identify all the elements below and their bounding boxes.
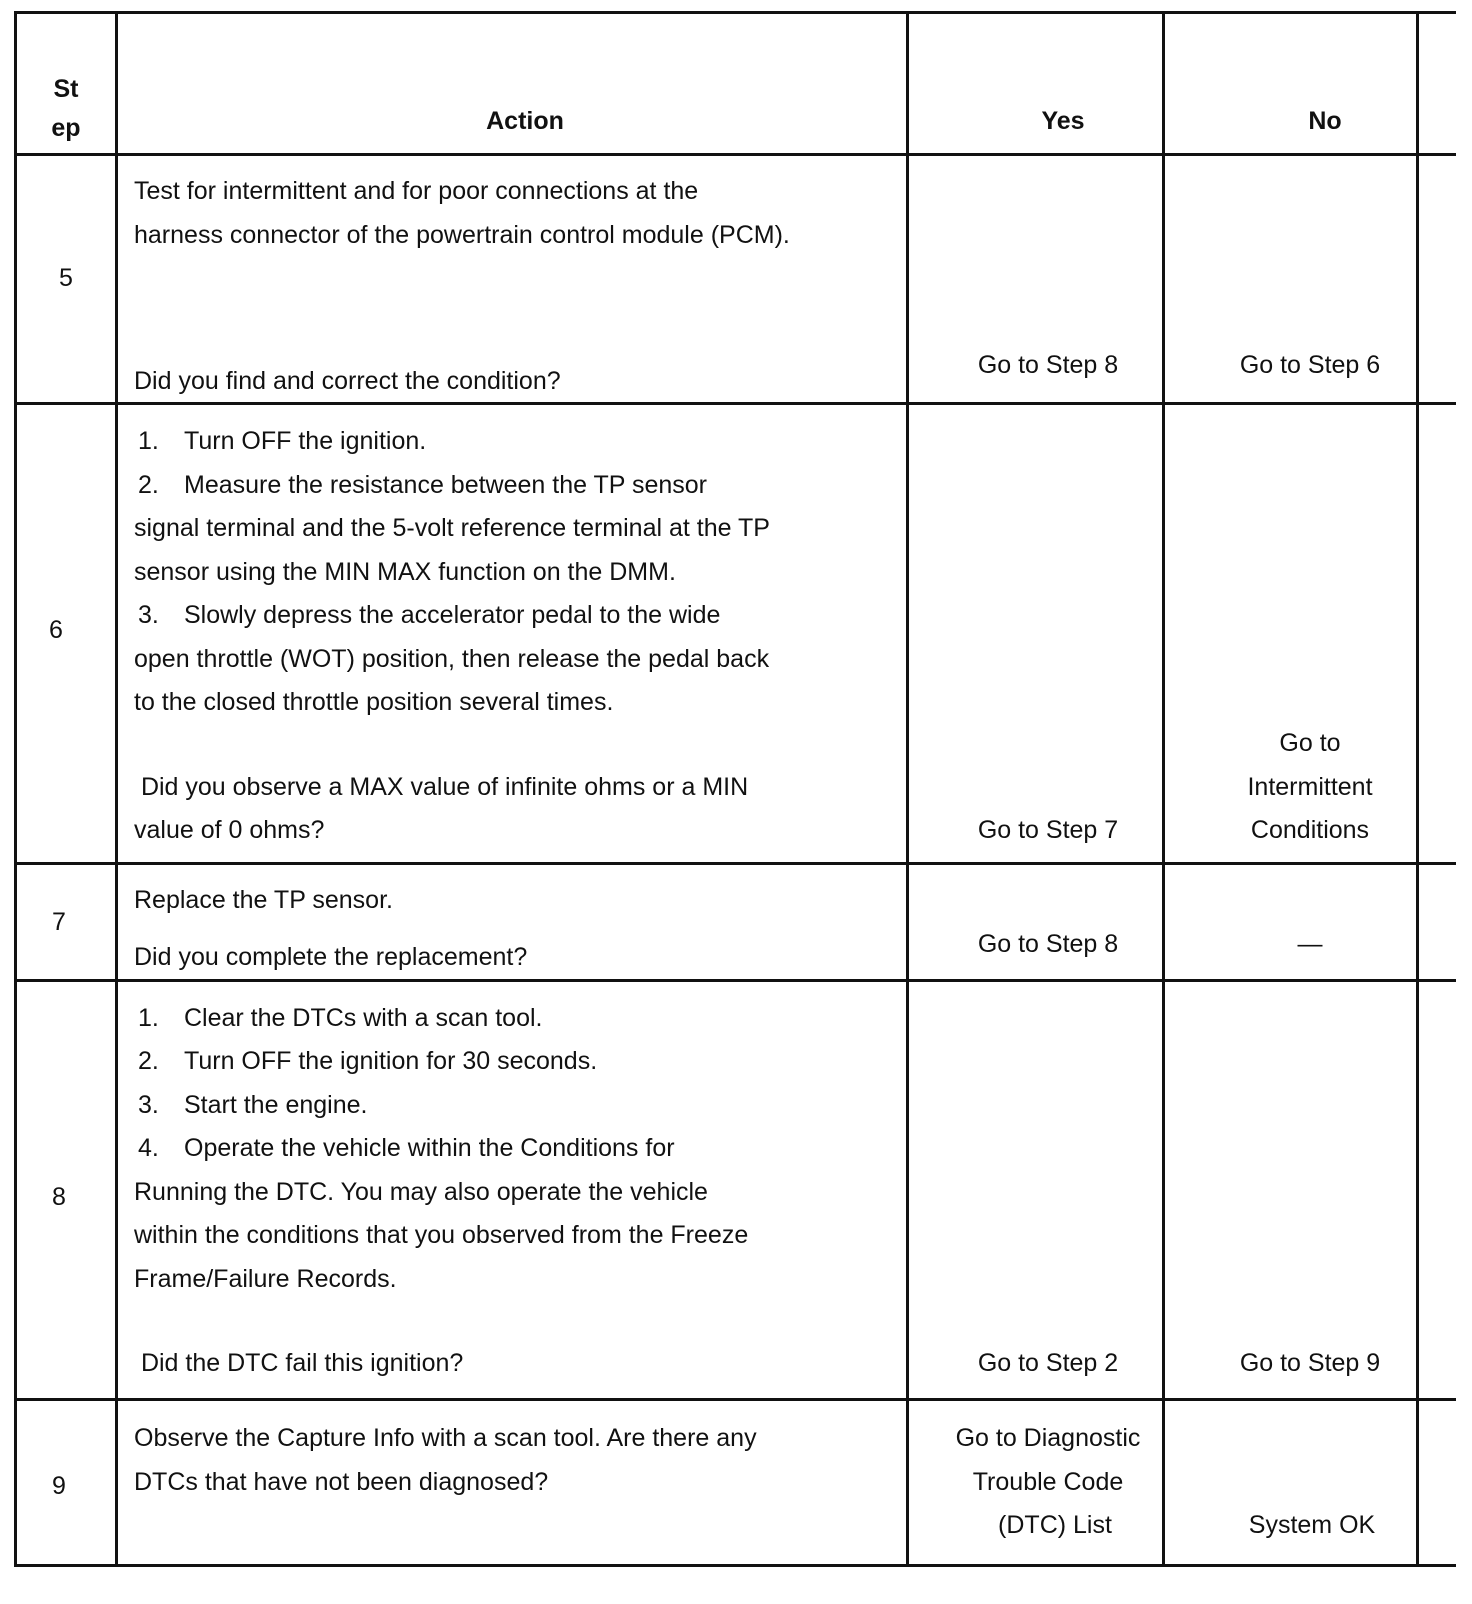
action-cell <box>118 865 932 979</box>
action-text: Test for intermittent and for poor connections at the <box>134 177 699 205</box>
step-number: 7 <box>52 908 66 936</box>
yes-cell <box>932 982 1194 1398</box>
action-question: Did you complete the replacement? <box>134 943 528 971</box>
step-cell <box>14 1401 118 1564</box>
list-item <box>134 1126 675 1171</box>
list-item <box>134 463 707 508</box>
action-text: Observe the Capture Info with a scan tool. Are there any <box>134 1424 757 1452</box>
header-row <box>14 11 1456 156</box>
yes-result: Go to Step 8 <box>977 351 1119 379</box>
list-text: Running the DTC. You may also operate the vehicle <box>134 1178 708 1206</box>
action-text: harness connector of the powertrain control module (PCM). <box>134 221 790 249</box>
list-text: Clear the DTCs with a scan tool. <box>184 1004 543 1032</box>
step-cell <box>14 156 118 402</box>
list-text: open throttle (WOT) position, then release the pedal back <box>134 645 770 673</box>
list-text: Measure the resistance between the TP sensor <box>184 471 707 499</box>
header-action-label: Action <box>486 107 564 135</box>
list-text: signal terminal and the 5-volt reference terminal at the TP <box>134 514 770 542</box>
no-result: Go to Step 6 <box>1239 351 1381 379</box>
action-text: Replace the TP sensor. <box>134 886 393 914</box>
header-step-line-1: St <box>53 75 79 103</box>
list-text: Turn OFF the ignition for 30 seconds. <box>184 1047 598 1075</box>
no-result: Go to Step 9 <box>1239 1349 1381 1377</box>
step-cell <box>14 865 118 979</box>
yes-cell <box>932 865 1194 979</box>
action-cell <box>118 156 932 402</box>
list-number: 4. <box>138 1134 159 1162</box>
yes-result: Go to Step 8 <box>977 930 1119 958</box>
list-text: to the closed throttle position several times. <box>134 688 614 716</box>
list-text: Slowly depress the accelerator pedal to the wide <box>184 601 721 629</box>
list-number: 3. <box>138 601 159 629</box>
list-number: 2. <box>138 471 159 499</box>
list-item <box>134 1039 597 1084</box>
table-right-border <box>1416 11 1419 1567</box>
list-text: Frame/Failure Records. <box>134 1265 397 1293</box>
table-row <box>14 982 1456 1401</box>
no-result: Intermittent <box>1247 773 1373 801</box>
yes-result: Trouble Code <box>972 1468 1124 1496</box>
list-item <box>134 593 720 638</box>
step-number: 9 <box>52 1472 66 1500</box>
list-text: sensor using the MIN MAX function on the DMM. <box>134 558 676 586</box>
header-yes-label: Yes <box>1041 107 1085 135</box>
no-result: Conditions <box>1250 816 1370 844</box>
action-cell <box>118 1401 932 1564</box>
header-step-line-2: ep <box>51 114 81 142</box>
no-result: System OK <box>1248 1511 1376 1539</box>
table-left-border <box>14 11 17 1567</box>
step-number: 6 <box>49 616 63 644</box>
step-cell <box>14 982 118 1398</box>
yes-cell <box>932 1401 1194 1564</box>
list-number: 3. <box>138 1091 159 1119</box>
action-text: DTCs that have not been diagnosed? <box>134 1468 549 1496</box>
yes-result: Go to Step 7 <box>977 816 1119 844</box>
header-yes <box>932 11 1194 153</box>
step-number: 8 <box>52 1183 66 1211</box>
step-number: 5 <box>59 264 73 292</box>
yes-result: (DTC) List <box>998 1511 1112 1539</box>
action-question: value of 0 ohms? <box>134 816 325 844</box>
no-result: Go to <box>1279 729 1341 757</box>
action-cell <box>118 405 932 862</box>
step-cell <box>14 405 118 862</box>
yes-result: Go to Step 2 <box>977 1349 1119 1377</box>
yes-cell <box>932 156 1194 402</box>
yes-result: Go to Diagnostic <box>955 1424 1141 1452</box>
table-row <box>14 1401 1456 1567</box>
column-divider <box>906 11 909 1567</box>
table-row <box>14 865 1456 982</box>
table-row <box>14 405 1456 865</box>
action-question: Did you find and correct the condition? <box>134 367 561 395</box>
action-cell <box>118 982 932 1398</box>
column-divider <box>1162 11 1165 1567</box>
header-no-label: No <box>1308 107 1342 135</box>
list-number: 2. <box>138 1047 159 1075</box>
list-text: Turn OFF the ignition. <box>184 427 427 455</box>
action-question: Did the DTC fail this ignition? <box>134 1349 464 1377</box>
list-text: Start the engine. <box>184 1091 368 1119</box>
header-step <box>14 11 118 153</box>
list-number: 1. <box>138 1004 159 1032</box>
list-item <box>134 996 542 1041</box>
action-question: Did you observe a MAX value of infinite ohms or a MIN <box>134 773 749 801</box>
list-text: Operate the vehicle within the Conditions for <box>184 1134 675 1162</box>
list-number: 1. <box>138 427 159 455</box>
column-divider <box>115 11 118 1567</box>
no-result: — <box>1297 930 1323 958</box>
yes-cell <box>932 405 1194 862</box>
table-row <box>14 156 1456 405</box>
list-item <box>134 1083 367 1128</box>
list-text: within the conditions that you observed from the Freeze <box>134 1221 749 1249</box>
list-item <box>134 419 426 464</box>
header-action <box>118 11 932 153</box>
